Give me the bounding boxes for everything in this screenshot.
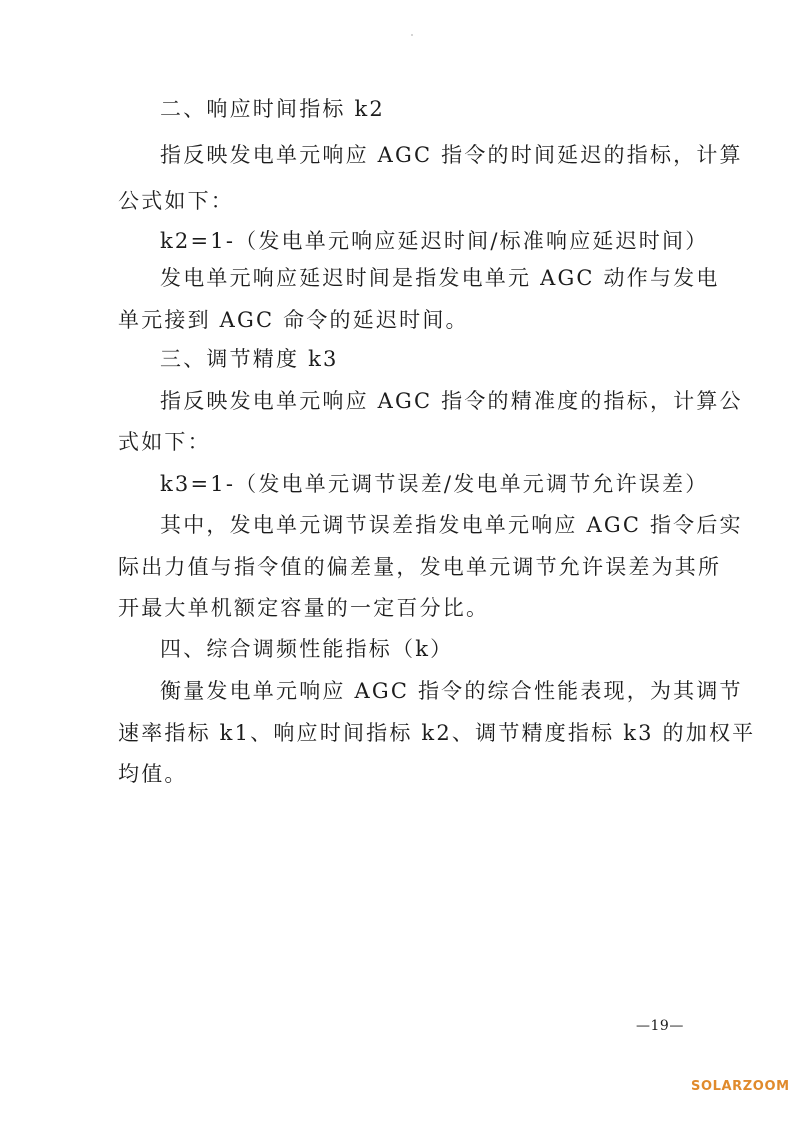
paragraph-line: 公式如下：	[118, 189, 234, 213]
paragraph-line: 速率指标 k1、响应时间指标 k2、调节精度指标 k3 的加权平	[118, 721, 756, 745]
paragraph-line: 发电单元响应延迟时间是指发电单元 AGC 动作与发电	[160, 266, 720, 290]
watermark-logo: SOLARZOOM	[691, 1079, 790, 1094]
scan-dot	[411, 34, 413, 36]
paragraph-line: 其中，发电单元调节误差指发电单元响应 AGC 指令后实	[160, 513, 743, 537]
paragraph-line: 式如下：	[118, 430, 211, 454]
paragraph-line: 均值。	[118, 762, 188, 786]
paragraph-line: 衡量发电单元响应 AGC 指令的综合性能表现，为其调节	[160, 679, 743, 703]
paragraph-line: 指反映发电单元响应 AGC 指令的时间延迟的指标，计算	[160, 143, 743, 167]
heading-response-time: 二、响应时间指标 k2	[160, 97, 385, 121]
paragraph-line: 际出力值与指令值的偏差量，发电单元调节允许误差为其所	[118, 555, 722, 579]
paragraph-line: 开最大单机额定容量的一定百分比。	[118, 596, 490, 620]
formula-k3: k3=1-（发电单元调节误差/发电单元调节允许误差）	[160, 472, 709, 496]
paragraph-line: 单元接到 AGC 命令的延迟时间。	[118, 308, 469, 332]
formula-k2: k2=1-（发电单元响应延迟时间/标准响应延迟时间）	[160, 229, 709, 253]
paragraph-line: 指反映发电单元响应 AGC 指令的精准度的指标，计算公	[160, 389, 743, 413]
heading-composite-performance: 四、综合调频性能指标（k）	[160, 637, 454, 661]
page-number: —19—	[636, 1018, 684, 1034]
heading-regulation-accuracy: 三、调节精度 k3	[160, 347, 339, 371]
